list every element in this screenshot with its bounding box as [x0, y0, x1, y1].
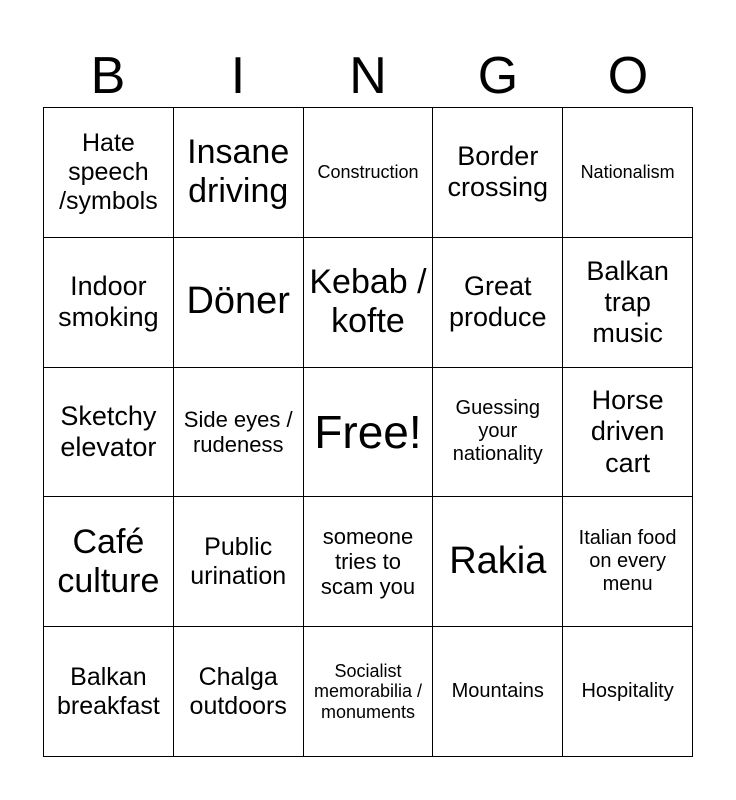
bingo-cell[interactable]: someone tries to scam you [304, 497, 434, 627]
header-letter-n: N [349, 47, 387, 105]
header-letter-g: G [477, 47, 519, 105]
bingo-header [43, 45, 693, 107]
bingo-cell[interactable]: Indoor smoking [44, 238, 174, 368]
bingo-cell[interactable]: Italian food on every menu [563, 497, 693, 627]
bingo-cell[interactable]: Border crossing [433, 108, 563, 238]
bingo-cell[interactable]: Mountains [433, 627, 563, 757]
bingo-cell[interactable]: Hospitality [563, 627, 693, 757]
bingo-cell[interactable]: Side eyes / rudeness [174, 368, 304, 498]
bingo-cell[interactable]: Horse driven cart [563, 368, 693, 498]
bingo-cell[interactable]: Socialist memorabilia / monuments [304, 627, 434, 757]
header-letter-i: I [230, 47, 246, 105]
bingo-cell[interactable]: Chalga outdoors [174, 627, 304, 757]
bingo-cell[interactable]: Rakia [433, 497, 563, 627]
bingo-cell[interactable]: Construction [304, 108, 434, 238]
bingo-cell[interactable]: Balkan breakfast [44, 627, 174, 757]
bingo-cell[interactable]: Public urination [174, 497, 304, 627]
bingo-cell[interactable]: Balkan trap music [563, 238, 693, 368]
free-space-cell[interactable]: Free! [304, 368, 434, 498]
bingo-cell[interactable]: Kebab / kofte [304, 238, 434, 368]
bingo-board [43, 107, 693, 757]
bingo-cell[interactable]: Café culture [44, 497, 174, 627]
header-letter-b: B [90, 47, 126, 105]
bingo-cell[interactable]: Insane driving [174, 108, 304, 238]
bingo-cell[interactable]: Sketchy elevator [44, 368, 174, 498]
header-letter-o: O [607, 47, 649, 105]
bingo-cell[interactable]: Hate speech /symbols [44, 108, 174, 238]
bingo-cell[interactable]: Nationalism [563, 108, 693, 238]
bingo-cell[interactable]: Great produce [433, 238, 563, 368]
bingo-cell[interactable]: Guessing your nationality [433, 368, 563, 498]
bingo-cell[interactable]: Döner [174, 238, 304, 368]
